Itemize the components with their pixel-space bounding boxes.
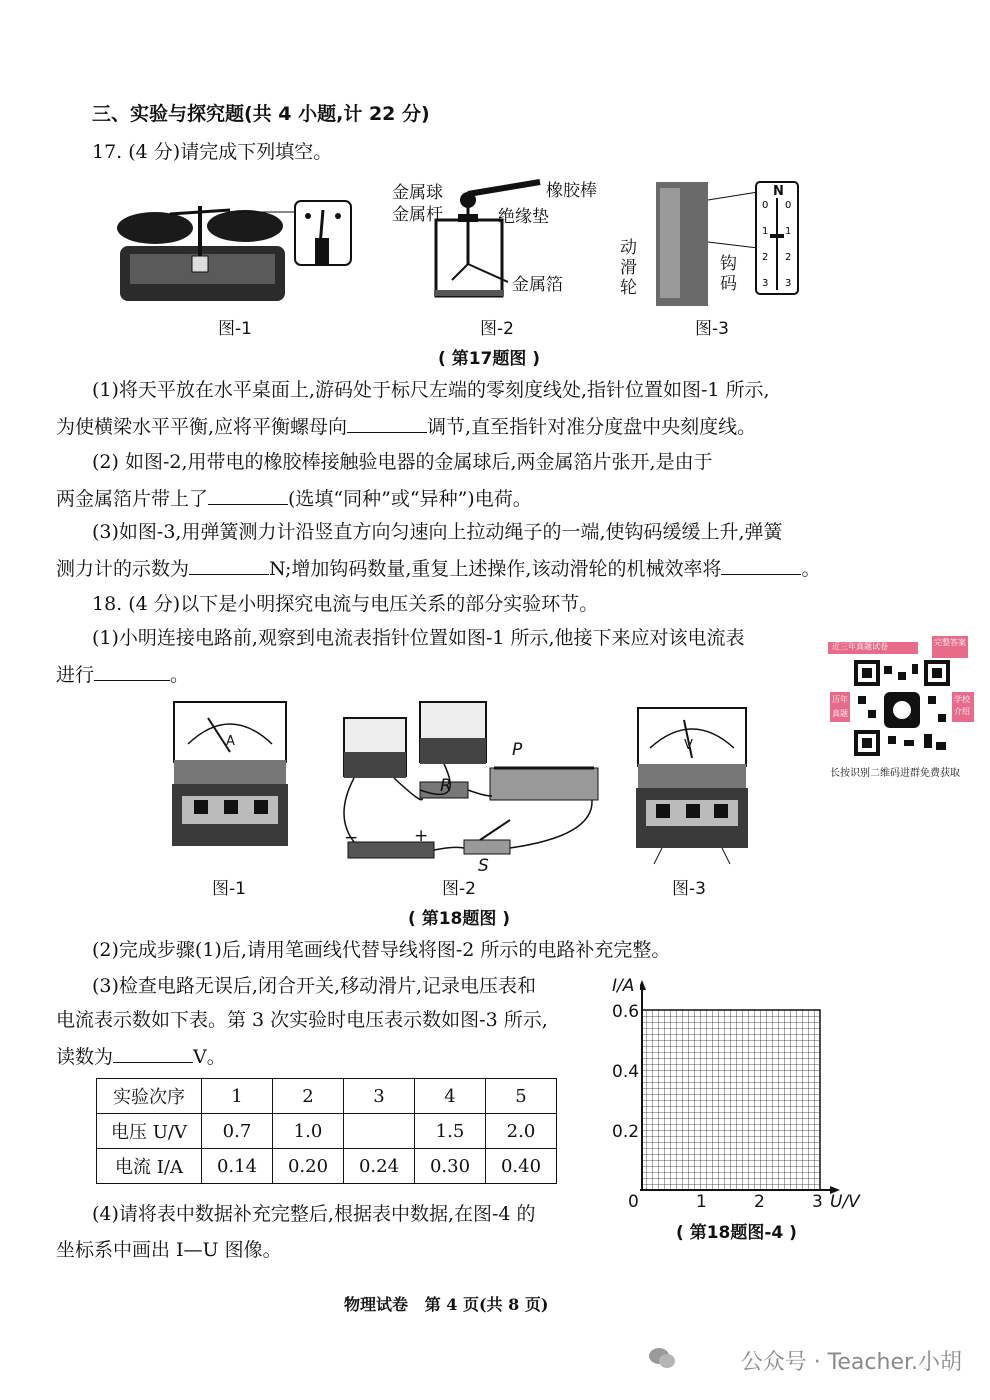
answer-blank-4[interactable]: [721, 556, 801, 575]
qr-tag-right: 学校介绍: [954, 695, 970, 716]
q17-p1a: (1)将天平放在水平桌面上,游码处于标尺左端的零刻度线处,指针位置如图-1 所示,: [92, 379, 770, 401]
circuit-figure: [334, 696, 604, 866]
q18-p2: (2)完成步骤(1)后,请用笔画线代替导线将图-2 所示的电路补充完整。: [92, 939, 671, 961]
battery-plus-label: +: [414, 826, 429, 846]
qr-tag-left-1: 历年: [832, 695, 848, 704]
q18-p1b-pre: 进行: [56, 664, 95, 686]
table-header-row: [97, 1079, 557, 1114]
label-insulating-pad: 绝缘垫: [498, 207, 549, 227]
q18-fig2-caption: 图-2: [442, 879, 476, 899]
q17-p3b-mid: N;增加钩码数量,重复上述操作,该动滑轮的机械效率将: [269, 558, 722, 580]
q18-p3a: (3)检查电路无误后,闭合开关,移动滑片,记录电压表和: [92, 975, 537, 997]
table-cell: 0.30: [415, 1149, 486, 1184]
graph-x-tick: 3: [812, 1192, 823, 1212]
table-cell: 1.0: [273, 1114, 344, 1149]
page-footer: 物理试卷 第 4 页(共 8 页): [344, 1295, 549, 1314]
label-hook-weight: 钩码: [720, 254, 737, 294]
switch-s-label: S: [478, 856, 489, 876]
q17-fig3-caption: 图-3: [695, 319, 729, 339]
table-cell: 0.14: [202, 1149, 273, 1184]
ammeter-label: A: [226, 734, 235, 749]
qr-caption: 长按识别二维码进群免费获取: [830, 768, 960, 779]
slider-p-label: P: [512, 740, 523, 760]
table-cell: 电压 U/V: [97, 1114, 202, 1149]
graph-y-tick: 0.4: [612, 1062, 640, 1082]
table-cell: 2.0: [486, 1114, 557, 1149]
graph-y-axis-label: I/A: [612, 976, 635, 996]
iu-graph-grid[interactable]: [640, 980, 840, 1196]
svg-text:0: 0: [762, 200, 769, 211]
answer-blank-5[interactable]: [94, 662, 170, 681]
graph-origin: 0: [628, 1192, 639, 1212]
q18-fig3-caption: 图-3: [672, 879, 706, 899]
label-metal-foil: 金属箔: [512, 275, 563, 295]
graph-y-tick: 0.6: [612, 1002, 640, 1022]
answer-blank-1[interactable]: [347, 414, 427, 433]
watermark-text: 公众号 · Teacher.小胡: [740, 1350, 962, 1375]
q18-p3c: [56, 1044, 226, 1069]
table-header-cell: 4: [415, 1079, 486, 1114]
qr-ad[interactable]: [828, 636, 976, 778]
table-cell: 电流 I/A: [97, 1149, 202, 1184]
q17-p2a: (2) 如图-2,用带电的橡胶棒接触验电器的金属球后,两金属箔片张开,是由于: [92, 451, 713, 473]
svg-text:2: 2: [785, 252, 792, 263]
q17-intro: 17. (4 分)请完成下列填空。: [92, 141, 333, 163]
table-header-cell: 2: [273, 1079, 344, 1114]
q18-intro: 18. (4 分)以下是小明探究电流与电压关系的部分实验环节。: [92, 593, 599, 615]
q17-p1b-post: 调节,直至指针对准分度盘中央刻度线。: [427, 416, 757, 438]
q17-p3b-pre: 测力计的示数为: [56, 558, 190, 580]
label-movable-pulley: 动滑轮: [620, 238, 637, 298]
answer-blank-3[interactable]: [189, 556, 269, 575]
table-cell-blank[interactable]: [344, 1114, 415, 1149]
q17-p2b: [56, 486, 532, 511]
q17-fig2-caption: 图-2: [480, 319, 514, 339]
svg-text:0: 0: [785, 200, 792, 211]
scale-unit-n: N: [773, 184, 784, 199]
answer-blank-2[interactable]: [208, 486, 288, 505]
voltmeter-label: V: [684, 738, 693, 753]
svg-text:2: 2: [762, 252, 769, 263]
q17-p2b-post: (选填“同种”或“异种”)电荷。: [288, 488, 532, 510]
q18-p3c-post: V。: [193, 1046, 226, 1068]
q17-balance-figure: [110, 186, 360, 311]
qr-tag-top-left: 近三年真题试卷: [832, 642, 888, 651]
svg-text:1: 1: [785, 226, 792, 237]
q18-p3b: 电流表示数如下表。第 3 次实验时电压表示数如图-3 所示,: [56, 1009, 548, 1031]
q17-p3a: (3)如图-3,用弹簧测力计沿竖直方向匀速向上拉动绳子的一端,使钩码缓缓上升,弹簧: [92, 521, 783, 543]
table-row: [97, 1114, 557, 1149]
data-table: [96, 1078, 557, 1184]
q18-p4b: 坐标系中画出 I—U 图像。: [56, 1239, 282, 1261]
q18-fig1-caption: 图-1: [212, 879, 246, 899]
graph-y-tick: 0.2: [612, 1122, 640, 1142]
q17-p2b-pre: 两金属箔片带上了: [56, 488, 209, 510]
q18-p1b-post: 。: [170, 664, 190, 686]
q18-p1b: [56, 662, 189, 687]
label-metal-ball: 金属球: [392, 183, 443, 203]
q17-fig1-caption: 图-1: [218, 319, 252, 339]
answer-blank-6[interactable]: [113, 1044, 193, 1063]
label-rubber-rod: 橡胶棒: [546, 181, 597, 201]
svg-text:1: 1: [762, 226, 769, 237]
table-cell: 1.5: [415, 1114, 486, 1149]
q18-figure-title: ( 第18题图 ): [408, 909, 511, 929]
graph-x-tick: 1: [696, 1192, 707, 1212]
wechat-icon: [648, 1346, 676, 1374]
table-cell: 0.7: [202, 1114, 273, 1149]
q18-p4a: (4)请将表中数据补充完整后,根据表中数据,在图-4 的: [92, 1203, 536, 1225]
q17-p1b: [56, 414, 756, 439]
q18-p1a: (1)小明连接电路前,观察到电流表指针位置如图-1 所示,他接下来应对该电流表: [92, 627, 745, 649]
table-row: [97, 1149, 557, 1184]
qr-tag-top-right: 完整答案: [934, 638, 966, 647]
label-metal-rod: 金属杆: [392, 205, 443, 225]
qr-tag-left-2: 真题: [832, 709, 848, 718]
q17-p3b-post: 。: [801, 558, 821, 580]
section-title: 三、实验与探究题(共 4 小题,计 22 分): [92, 103, 430, 125]
svg-text:3: 3: [785, 278, 792, 289]
q17-p1b-pre: 为使横梁水平平衡,应将平衡螺母向: [56, 416, 348, 438]
graph-x-tick: 2: [754, 1192, 765, 1212]
resistor-r-label: R: [440, 776, 452, 796]
table-header-cell: 实验次序: [97, 1079, 202, 1114]
graph-x-axis-label: U/V: [830, 1192, 860, 1212]
table-header-cell: 3: [344, 1079, 415, 1114]
q17-p3b: [56, 556, 820, 581]
svg-text:3: 3: [762, 278, 769, 289]
ammeter-figure: [170, 700, 290, 850]
graph-caption: ( 第18题图-4 ): [676, 1223, 797, 1243]
table-header-cell: 1: [202, 1079, 273, 1114]
table-cell: 0.24: [344, 1149, 415, 1184]
table-header-cell: 5: [486, 1079, 557, 1114]
table-cell: 0.40: [486, 1149, 557, 1184]
q18-p3c-pre: 读数为: [56, 1046, 114, 1068]
q17-figure-title: ( 第17题图 ): [438, 349, 541, 369]
table-cell: 0.20: [273, 1149, 344, 1184]
battery-minus-label: −: [344, 828, 359, 848]
voltmeter-figure: [634, 706, 750, 866]
